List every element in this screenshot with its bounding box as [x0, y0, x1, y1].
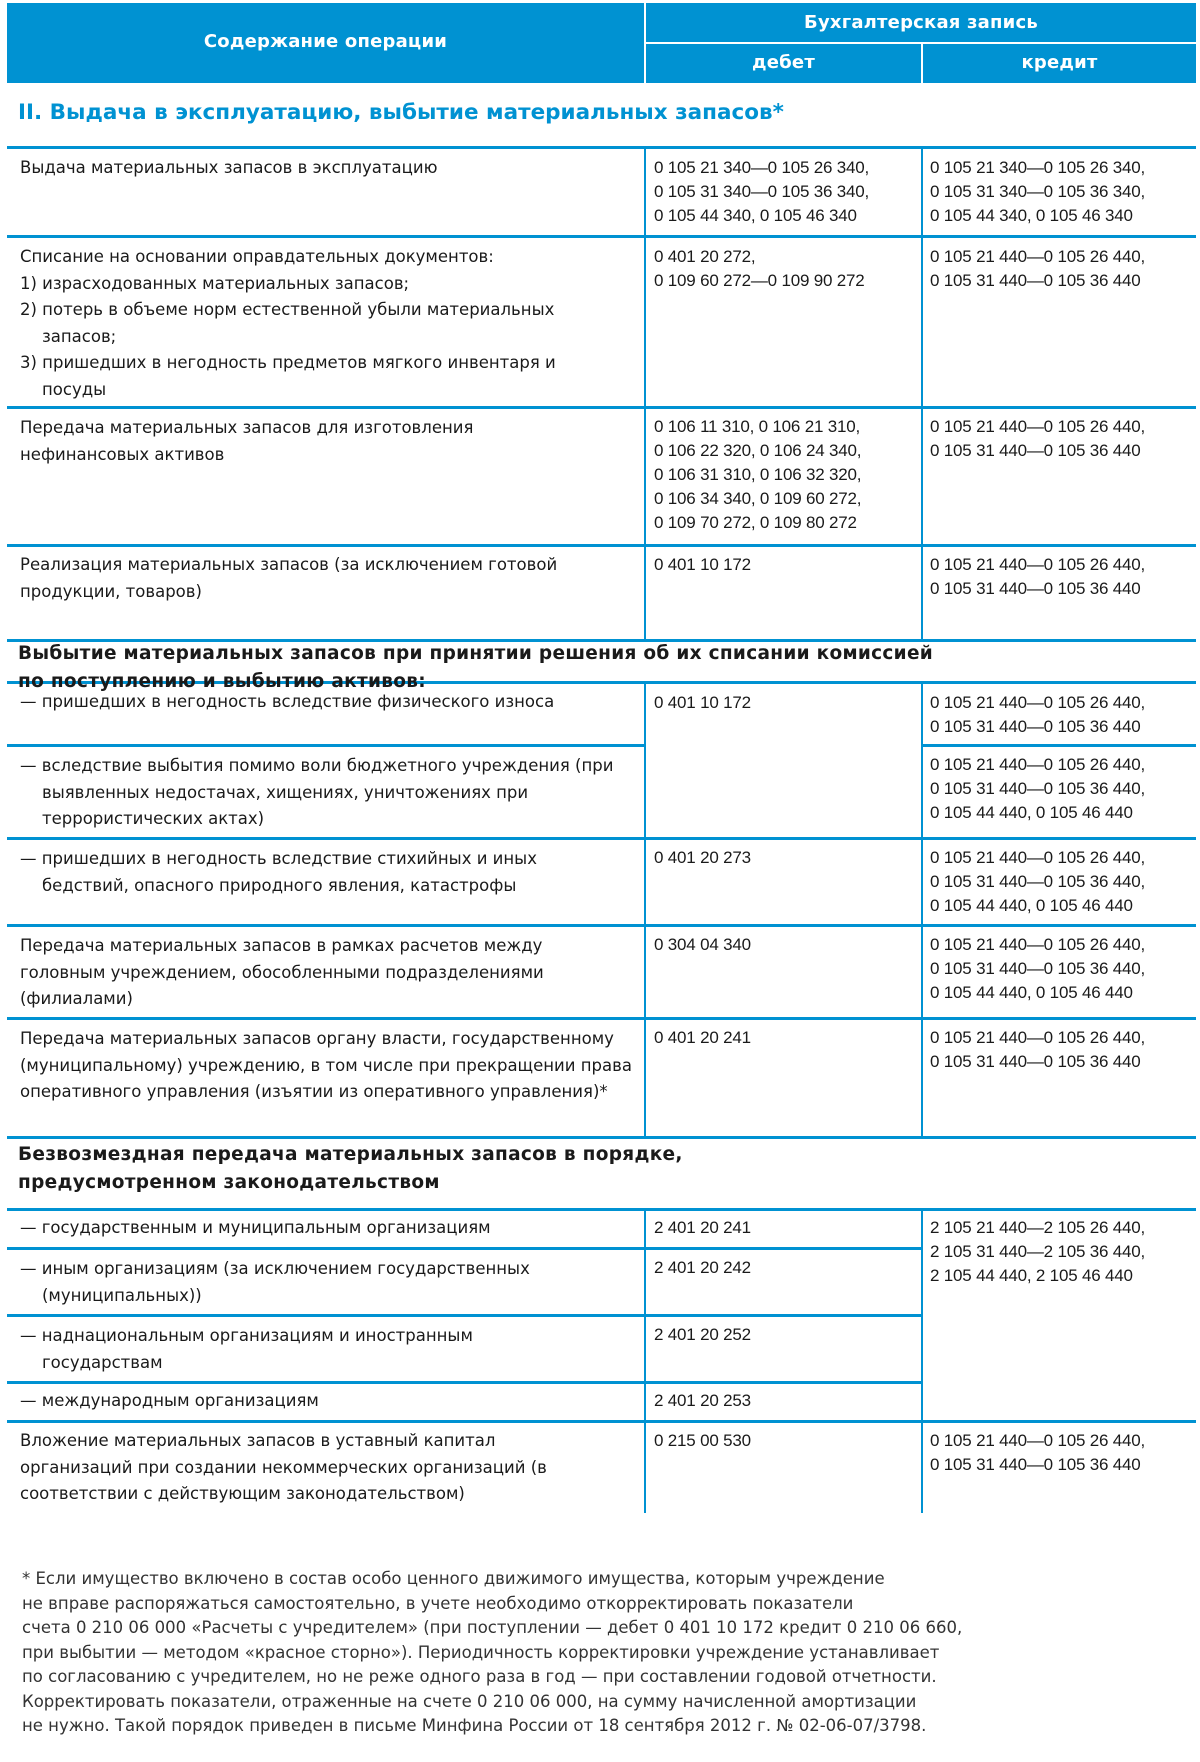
group-2-row-3-description: — наднациональным организациям и иностранным государствам [20, 1326, 473, 1372]
group-2-row-4-description: — международным организациям [20, 1391, 319, 1410]
row-5-description: Передача материальных запасов в рамках расчетов между головным учреждением, обособленными подразделениями (филиалами) [20, 936, 544, 1008]
group-2-row-3-debit: 2 401 20 252 [654, 1325, 751, 1344]
row-border [7, 146, 1196, 149]
row-border [7, 406, 1196, 409]
row-border [922, 744, 1196, 747]
row-2-debit: 0 401 20 272, 0 109 60 272—0 109 90 272 [654, 247, 865, 290]
header-credit: кредит [1021, 52, 1098, 73]
row-border [7, 544, 1196, 547]
row-7-credit: 0 105 21 440—0 105 26 440, 0 105 31 440—0 105 36 440 [930, 1431, 1146, 1474]
col-divider-debit [644, 684, 646, 1137]
header-entry-group: Бухгалтерская запись [804, 12, 1038, 33]
group-2-title: Безвозмездная передача материальных запасов в порядке, предусмотренном законодательством [18, 1144, 683, 1193]
row-7-debit: 0 215 00 530 [654, 1431, 751, 1450]
row-border [7, 924, 1196, 927]
group-1-shared-debit: 0 401 10 172 [654, 693, 751, 712]
col-divider-credit [921, 684, 923, 1137]
row-4-description: Реализация материальных запасов (за исключением готовой продукции, товаров) [20, 555, 558, 601]
group-1-row-1-description: — пришедших в негодность вследствие физического износа [20, 692, 555, 711]
header-operation: Содержание операции [203, 31, 448, 52]
group-2-row-1-description: — государственным и муниципальным организациям [20, 1218, 491, 1237]
group-1-row-2-description: — вследствие выбытия помимо воли бюджетного учреждения (при выявленных недостачах, хищениях, уничтожениях при террористических актах) [20, 756, 614, 828]
row-4-debit: 0 401 10 172 [654, 555, 751, 574]
row-border [7, 1208, 1196, 1211]
col-divider-credit [921, 149, 923, 640]
row-1-debit: 0 105 21 340—0 105 26 340, 0 105 31 340—0 105 36 340, 0 105 44 340, 0 105 46 340 [654, 158, 870, 225]
group-1-row-3-credit: 0 105 21 440—0 105 26 440, 0 105 31 440—0 105 36 440, 0 105 44 440, 0 105 46 440 [930, 848, 1146, 915]
group-1-row-3-debit: 0 401 20 273 [654, 848, 751, 867]
group-1-row-1-credit: 0 105 21 440—0 105 26 440, 0 105 31 440—0 105 36 440 [930, 693, 1146, 736]
row-3-credit: 0 105 21 440—0 105 26 440, 0 105 31 440—0 105 36 440 [930, 417, 1146, 460]
row-3-description: Передача материальных запасов для изготовления нефинансовых активов [20, 418, 474, 464]
row-border [7, 235, 1196, 238]
section-title: II. Выдача в эксплуатацию, выбытие материальных запасов* [18, 100, 784, 125]
col-divider-credit [921, 1211, 923, 1513]
group-2-row-1-debit: 2 401 20 241 [654, 1218, 751, 1237]
group-1-row-2-credit: 0 105 21 440—0 105 26 440, 0 105 31 440—0 105 36 440, 0 105 44 440, 0 105 46 440 [930, 755, 1146, 822]
row-6-credit: 0 105 21 440—0 105 26 440, 0 105 31 440—0 105 36 440 [930, 1028, 1146, 1071]
row-4-credit: 0 105 21 440—0 105 26 440, 0 105 31 440—0 105 36 440 [930, 555, 1146, 598]
row-border [7, 1017, 1196, 1020]
group-1-title: Выбытие материальных запасов при принятии решения об их списании комиссией по поступлению и выбытию активов: [18, 643, 934, 692]
row-5-credit: 0 105 21 440—0 105 26 440, 0 105 31 440—0 105 36 440, 0 105 44 440, 0 105 46 440 [930, 935, 1146, 1002]
col-divider-debit [644, 149, 646, 640]
row-border [7, 1420, 1196, 1423]
row-border [7, 1247, 922, 1250]
row-border [7, 744, 644, 747]
group-2-row-4-debit: 2 401 20 253 [654, 1391, 751, 1410]
col-divider-debit [644, 1211, 646, 1513]
row-1-credit: 0 105 21 340—0 105 26 340, 0 105 31 340—0 105 36 340, 0 105 44 340, 0 105 46 340 [930, 158, 1146, 225]
row-1-description: Выдача материальных запасов в эксплуатацию [20, 158, 438, 177]
row-border [7, 1136, 1196, 1139]
row-6-description: Передача материальных запасов органу власти, государственному (муниципальному) учреждению, в том числе при прекращении права оперативного управления (изъятии из оперативного управления)* [20, 1029, 632, 1101]
footnote: * Если имущество включено в состав особо ценного движимого имущества, которым учреждение не вправе распоряжаться самостоятельно, в учете необходимо откорректировать показатели счета 0 210 06 000 «Расчеты с учредителем» (при поступлении — дебет 0 401 10 172 кредит 0 210 06 660, при выбытии — методом «красное сторно»). Периодичность корректировки учреждение устанавливает по согласованию с учредителем, но не реже одного раза в год — при составлении годовой отчетности. Корректировать показатели, отраженные на счете 0 210 06 000, на сумму начисленной амортизации не нужно. Такой порядок приведен в письме Минфина России от 18 сентября 2012 г. № 02-06-07/3798. [22, 1569, 963, 1735]
row-3-debit: 0 106 11 310, 0 106 21 310, 0 106 22 320, 0 106 24 340, 0 106 31 310, 0 106 32 320, 0 106 34 340, 0 109 60 272, 0 109 70 272, 0 109 80 272 [654, 417, 862, 532]
row-7-description: Вложение материальных запасов в уставный капитал организаций при создании некоммерческих организаций (в соответствии с действующим законодательством) [20, 1431, 547, 1503]
row-border [7, 837, 1196, 840]
group-2-row-2-debit: 2 401 20 242 [654, 1258, 751, 1277]
row-2-credit: 0 105 21 440—0 105 26 440, 0 105 31 440—0 105 36 440 [930, 247, 1146, 290]
row-6-debit: 0 401 20 241 [654, 1028, 751, 1047]
row-2-description: Списание на основании оправдательных документов: 1) израсходованных материальных запасов; 2) потерь в объеме норм естественной убыли материальных запасов; 3) пришедших в негодность предметов мягкого инвентаря и посуды [20, 247, 556, 399]
group-2-shared-credit: 2 105 21 440—2 105 26 440, 2 105 31 440—2 105 36 440, 2 105 44 440, 2 105 46 440 [930, 1218, 1146, 1285]
row-border [7, 1381, 922, 1384]
row-border [7, 1314, 922, 1317]
group-2-row-2-description: — иным организациям (за исключением государственных (муниципальных)) [20, 1259, 530, 1305]
row-5-debit: 0 304 04 340 [654, 935, 751, 954]
group-1-row-3-description: — пришедших в негодность вследствие стихийных и иных бедствий, опасного природного явления, катастрофы [20, 849, 537, 895]
header-debit: дебет [752, 52, 815, 73]
